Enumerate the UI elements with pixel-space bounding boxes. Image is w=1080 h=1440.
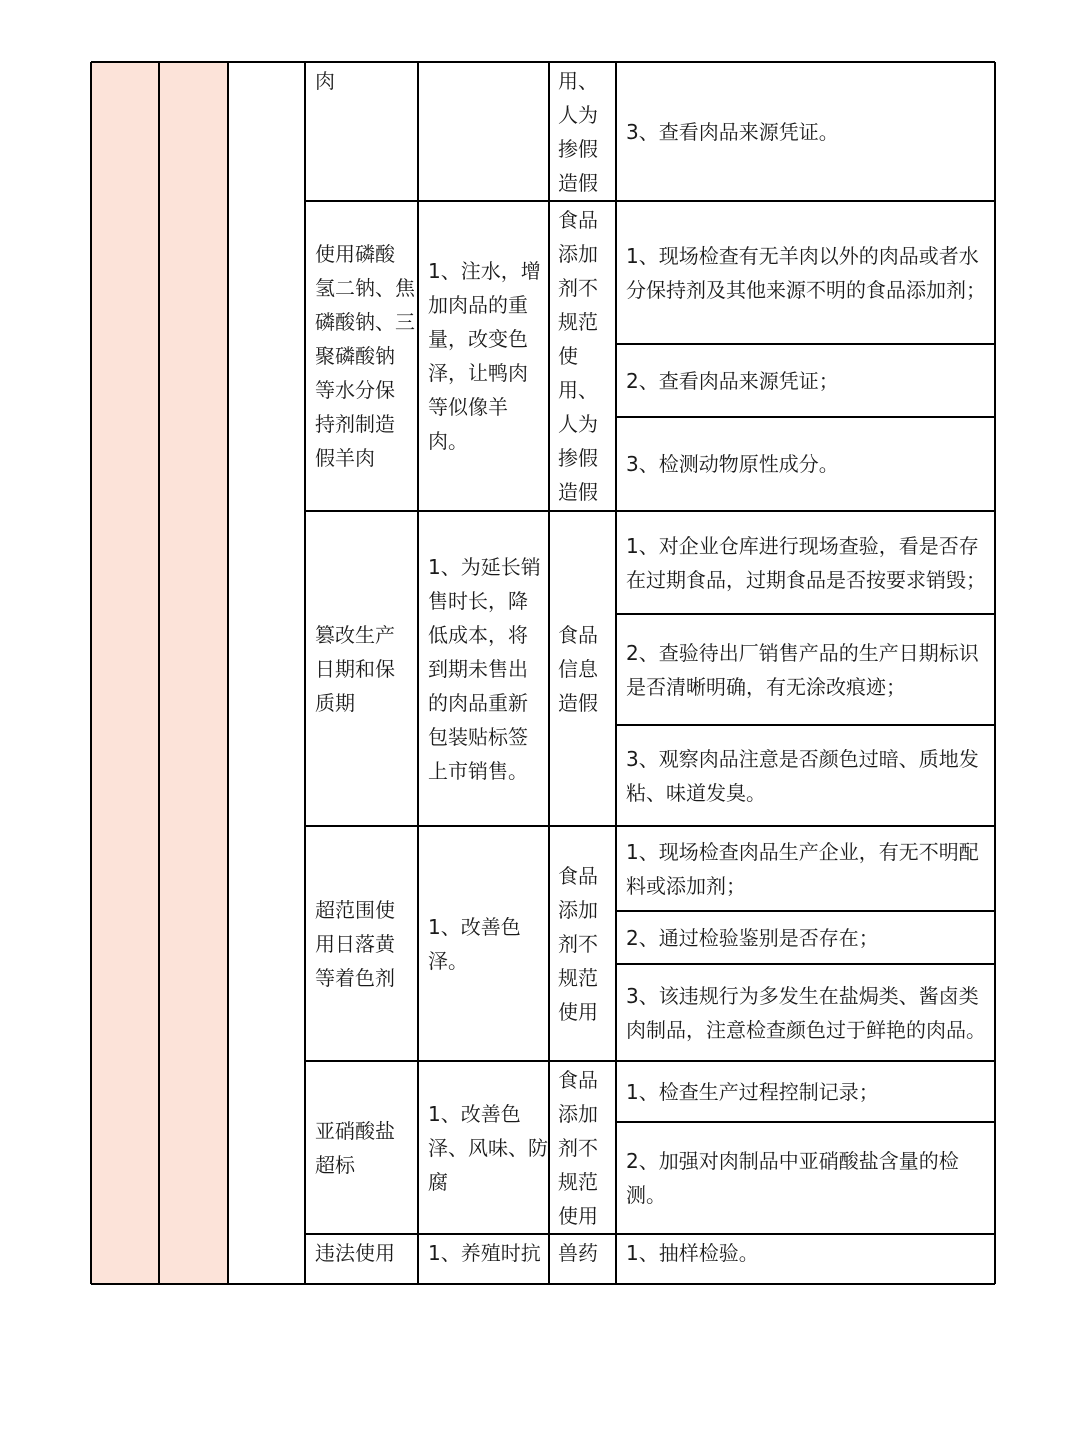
cell-line: 超范围使 [315, 897, 395, 922]
cell-line: 1、为延长销 [428, 554, 541, 579]
cell-line: 肉制品，注意检查颜色过于鲜艳的肉品。 [626, 1017, 986, 1042]
check-border [616, 343, 995, 345]
cell-line: 违法使用 [315, 1241, 395, 1265]
check-cell [618, 364, 995, 398]
cell-line: 等似像羊 [428, 395, 508, 419]
cell-line: 聚磷酸钠 [315, 344, 395, 368]
category-cell [550, 1236, 616, 1270]
cell-line: 食品 [558, 863, 598, 888]
cell-line: 规范 [558, 310, 598, 334]
cell-line: 肉。 [428, 429, 468, 453]
cell-line: 人为 [558, 412, 598, 436]
cell-line: 添加 [558, 897, 598, 922]
check-cell [618, 1075, 995, 1109]
cell-line: 添加 [558, 242, 598, 266]
cell-line: 使用磷酸 [315, 242, 395, 266]
cell-line: 在过期食品，过期食品是否按要求销毁； [626, 567, 986, 592]
category-cell [550, 618, 616, 720]
reason-cell [420, 1097, 549, 1199]
hazard-cell [307, 237, 418, 475]
cell-line: 2、查验待出厂销售产品的生产日期标识 [626, 640, 979, 665]
cell-line: 剂不 [558, 276, 598, 300]
check-border [616, 613, 995, 615]
cell-line: 氢二钠、焦 [315, 276, 415, 300]
hazard-cell [307, 618, 418, 720]
cell-line: 1、抽样检验。 [626, 1241, 759, 1265]
cell-line: 上市销售。 [428, 758, 528, 783]
hazard-cell [307, 893, 418, 995]
check-cell [618, 239, 995, 307]
row-border [305, 1060, 995, 1062]
cell-line: 食品 [558, 208, 598, 232]
category-cell [550, 859, 616, 1029]
reason-cell [420, 1236, 549, 1270]
cell-line: 1、对企业仓库进行现场查验，看是否存 [626, 533, 979, 558]
cell-line: 1、改善色 [428, 1101, 521, 1126]
reason-cell [420, 254, 549, 458]
cell-line: 测。 [626, 1183, 666, 1207]
cell-line: 是否清晰明确，有无涂改痕迹； [626, 674, 906, 699]
cell-line: 泽，让鸭肉 [428, 361, 528, 385]
cell-line: 量，改变色 [428, 327, 528, 351]
reason-cell [420, 910, 549, 978]
cell-line: 1、养殖时抗 [428, 1241, 541, 1265]
category-cell [550, 203, 616, 509]
check-border [616, 416, 995, 418]
check-border [616, 910, 995, 912]
row-border [305, 510, 995, 512]
cell-line: 信息 [558, 656, 598, 681]
cell-line: 日期和保 [315, 656, 395, 681]
check-cell [618, 1144, 995, 1212]
cell-line: 篡改生产 [315, 622, 395, 647]
cell-line: 到期未售出 [428, 656, 528, 681]
cell-line: 粘、味道发臭。 [626, 780, 766, 805]
cell-line: 的肉品重新 [428, 690, 528, 715]
cell-line: 使 [558, 344, 578, 368]
cell-line: 1、检查生产过程控制记录； [626, 1079, 879, 1104]
shaded-column-1 [91, 62, 159, 1284]
cell-line: 使用 [558, 999, 598, 1024]
category-cell [550, 64, 616, 200]
cell-line: 料或添加剂； [626, 873, 746, 898]
cell-line: 等水分保 [315, 378, 395, 402]
cell-line: 售时长，降 [428, 588, 528, 613]
check-cell [618, 979, 995, 1047]
check-border [616, 724, 995, 726]
cell-line: 人为 [558, 102, 598, 127]
cell-line: 等着色剂 [315, 965, 395, 990]
row-border [305, 200, 995, 202]
shaded-column-2 [159, 62, 228, 1284]
check-border [616, 1121, 995, 1123]
cell-line: 3、该违规行为多发生在盐焗类、酱卤类 [626, 983, 979, 1008]
cell-line: 食品 [558, 622, 598, 647]
cell-line: 磷酸钠、三 [315, 310, 415, 334]
cell-line: 加肉品的重 [428, 293, 528, 317]
cell-line: 用、 [558, 68, 598, 93]
check-cell [618, 835, 995, 903]
cell-line: 1、现场检查有无羊肉以外的肉品或者水 [626, 243, 979, 268]
hazard-cell [307, 64, 418, 98]
cell-line: 腐 [428, 1169, 448, 1194]
check-cell [618, 529, 995, 597]
cell-line: 掺假 [558, 136, 598, 161]
cell-line: 泽。 [428, 948, 468, 973]
cell-line: 1、改善色 [428, 914, 521, 939]
column-border [90, 62, 92, 1284]
cell-line: 持剂制造 [315, 412, 395, 436]
hazard-cell [307, 1236, 418, 1270]
table-top-border [91, 61, 995, 63]
check-cell [618, 115, 995, 149]
cell-line: 兽药 [558, 1241, 598, 1265]
check-cell [618, 742, 995, 810]
table-bottom-border [91, 1283, 995, 1285]
cell-line: 1、现场检查肉品生产企业，有无不明配 [626, 839, 979, 864]
cell-line: 2、查看肉品来源凭证； [626, 368, 839, 393]
cell-line: 假羊肉 [315, 446, 375, 470]
category-cell [550, 1063, 616, 1233]
cell-line: 亚硝酸盐 [315, 1118, 395, 1143]
cell-line: 3、检测动物原性成分。 [626, 452, 839, 476]
cell-line: 食品 [558, 1067, 598, 1092]
cell-line: 肉 [315, 69, 335, 93]
reason-cell [420, 550, 549, 788]
cell-line: 2、通过检验鉴别是否存在； [626, 925, 879, 950]
cell-line: 添加 [558, 1101, 598, 1126]
check-cell [618, 447, 995, 481]
cell-line: 分保持剂及其他来源不明的食品添加剂； [626, 277, 986, 302]
check-border [616, 963, 995, 965]
column-border [158, 62, 160, 1284]
cell-line: 超标 [315, 1152, 355, 1177]
cell-line: 包装贴标签 [428, 724, 528, 749]
check-cell [618, 636, 995, 704]
cell-line: 造假 [558, 690, 598, 715]
cell-line: 剂不 [558, 931, 598, 956]
cell-line: 3、观察肉品注意是否颜色过暗、质地发 [626, 746, 979, 771]
check-cell [618, 921, 995, 955]
cell-line: 用、 [558, 378, 598, 402]
row-border [305, 825, 995, 827]
cell-line: 规范 [558, 965, 598, 990]
cell-line: 剂不 [558, 1135, 598, 1160]
row-border [305, 1233, 995, 1235]
hazard-cell [307, 1114, 418, 1182]
cell-line: 泽、风味、防 [428, 1135, 548, 1160]
cell-line: 造假 [558, 480, 598, 504]
cell-line: 低成本，将 [428, 622, 528, 647]
cell-line: 质期 [315, 690, 355, 715]
cell-line: 用日落黄 [315, 931, 395, 956]
cell-line: 1、注水，增 [428, 259, 541, 283]
cell-line: 造假 [558, 170, 598, 195]
cell-line: 3、查看肉品来源凭证。 [626, 119, 839, 144]
cell-line: 使用 [558, 1203, 598, 1228]
check-cell [618, 1236, 995, 1270]
column-border [227, 62, 229, 1284]
cell-line: 2、加强对肉制品中亚硝酸盐含量的检 [626, 1149, 959, 1173]
cell-line: 掺假 [558, 446, 598, 470]
column-border [304, 62, 306, 1284]
cell-line: 规范 [558, 1169, 598, 1194]
